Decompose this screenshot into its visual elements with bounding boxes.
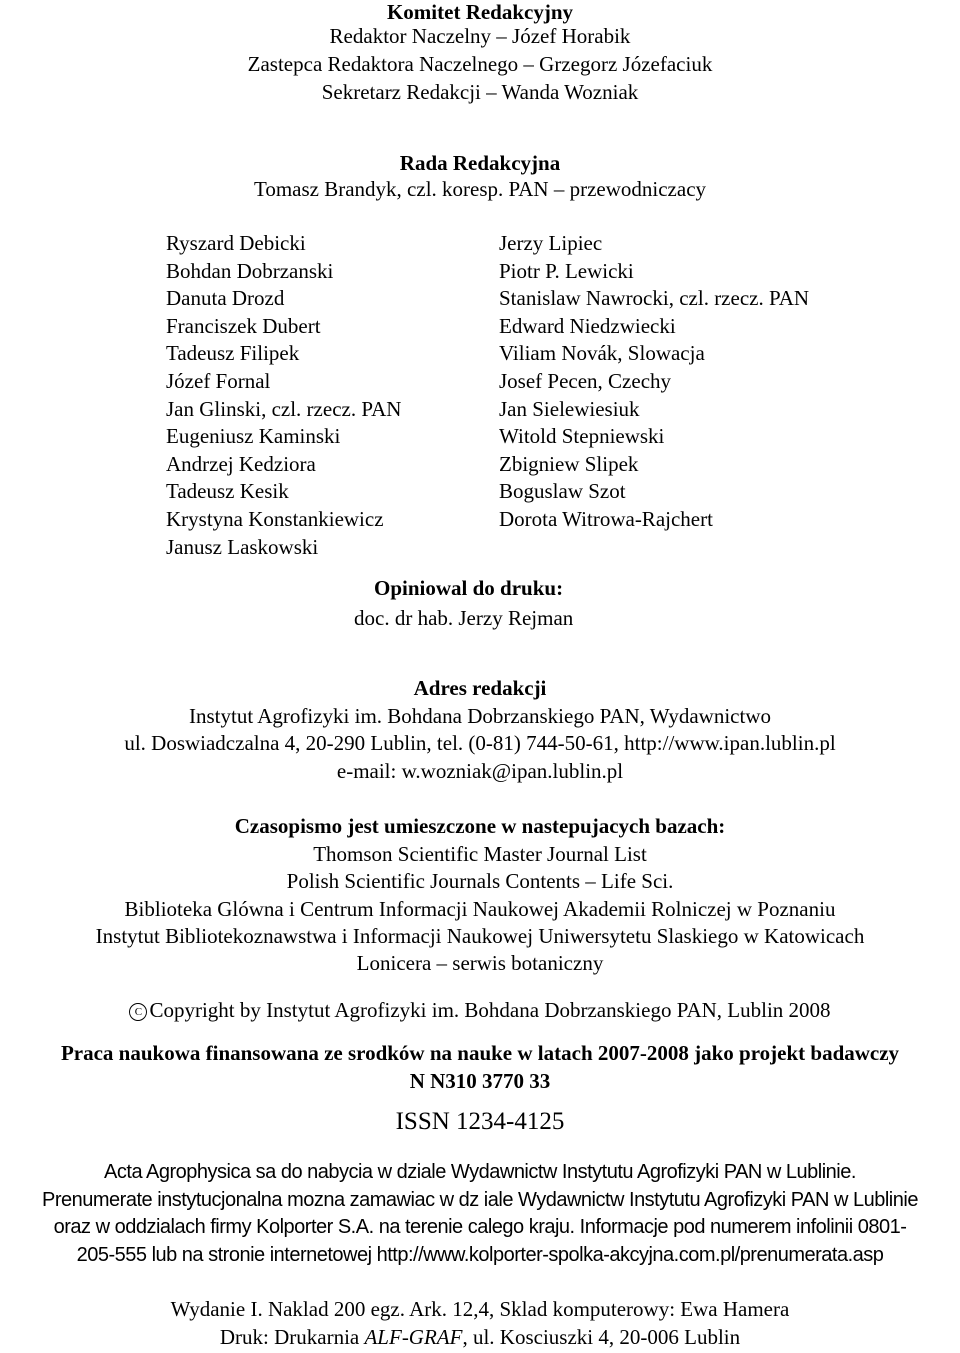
copyright-text: Copyright by Instytut Agrofizyki im. Bohdana Dobrzanskiego PAN, Lublin 2008 [149, 998, 831, 1022]
rada-member: Eugeniusz Kaminski [166, 424, 341, 449]
rada-member: Stanislaw Nawrocki, czl. rzecz. PAN [499, 286, 810, 311]
rada-member: Dorota Witrowa-Rajchert [499, 506, 713, 531]
rada-member: Danuta Drozd [166, 286, 285, 311]
rada-member: Josef Pecen, Czechy [499, 368, 672, 393]
rada-chair: Tomasz Brandyk, czl. koresp. PAN – przewodniczacy [253, 177, 707, 201]
adres-email: e-mail: w.wozniak@ipan.lublin.pl [336, 759, 624, 783]
druk-suffix: , ul. Kosciuszki 4, 20-006 Lublin [462, 1325, 741, 1349]
adres-line: Instytut Agrofizyki im. Bohdana Dobrzanskiego PAN, Wydawnictwo [188, 704, 771, 728]
prenumerata-line: 205-555 lub na stronie internetowej http://www.kolporter-spolka-akcyjna.com.pl/prenumerata.asp [76, 1244, 884, 1266]
copyright-line [0, 998, 960, 1023]
rada-member: Jan Sielewiesiuk [499, 396, 640, 421]
copyright-icon: C [129, 1003, 147, 1021]
rada-member: Tadeusz Filipek [166, 341, 300, 366]
komitet-line: Redaktor Naczelny – Józef Horabik [329, 24, 631, 48]
rada-member: Józef Fornal [166, 368, 271, 393]
rada-member: Edward Niedzwiecki [499, 313, 676, 338]
bazy-heading: Czasopismo jest umieszczone w nastepujacych bazach: [234, 814, 726, 838]
rada-member: Jan Glinski, czl. rzecz. PAN [166, 396, 402, 421]
wydanie-line: Wydanie I. Naklad 200 egz. Ark. 12,4, Sklad komputerowy: Ewa Hamera [170, 1297, 790, 1321]
rada-heading: Rada Redakcyjna [399, 151, 561, 175]
rada-left-column [166, 230, 401, 561]
opiniowal-heading: Opiniowal do druku: [374, 576, 564, 600]
druk-line [0, 1325, 960, 1350]
rada-member: Bohdan Dobrzanski [166, 258, 334, 283]
adres-heading: Adres redakcji [413, 676, 547, 700]
adres-line: ul. Doswiadczalna 4, 20-290 Lublin, tel. (0-81) 744-50-61, http://www.ipan.lublin.pl [124, 731, 836, 755]
rada-member: Viliam Novák, Slowacja [499, 341, 705, 366]
prenumerata-line: Acta Agrophysica sa do nabycia w dziale Wydawnictw Instytutu Agrofizyki PAN w Lublinie. [104, 1161, 856, 1183]
finansowanie-project-number: N N310 3770 33 [409, 1069, 551, 1093]
rada-member: Piotr P. Lewicki [499, 258, 634, 283]
prenumerata-line: oraz w oddzialach firmy Kolporter S.A. na terenie calego kraju. Informacje pod numerem infolinii 0801- [53, 1216, 907, 1238]
rada-right-column [499, 230, 809, 534]
rada-member: Ryszard Debicki [166, 231, 306, 255]
rada-member: Krystyna Konstankiewicz [166, 506, 384, 531]
komitet-heading: Komitet Redakcyjny [386, 0, 574, 24]
finansowanie-line: Praca naukowa finansowana ze srodków na nauke w latach 2007-2008 jako projekt badawczy [60, 1041, 900, 1065]
druk-company: ALF-GRAF [364, 1325, 463, 1349]
rada-member: Zbigniew Slipek [499, 451, 639, 476]
opiniowal-name: doc. dr hab. Jerzy Rejman [354, 606, 574, 630]
komitet-line: Zastepca Redaktora Naczelnego – Grzegorz Józefaciuk [247, 52, 713, 76]
rada-member: Franciszek Dubert [166, 313, 321, 338]
rada-member: Janusz Laskowski [166, 534, 319, 559]
komitet-line: Sekretarz Redakcji – Wanda Wozniak [321, 80, 639, 104]
bazy-line: Thomson Scientific Master Journal List [313, 842, 647, 866]
bazy-line: Instytut Bibliotekoznawstwa i Informacji Naukowej Uniwersytetu Slaskiego w Katowicach [95, 924, 865, 948]
rada-member: Tadeusz Kesik [166, 479, 289, 504]
rada-member: Witold Stepniewski [499, 424, 665, 449]
bazy-line: Polish Scientific Journals Contents – Life Sci. [286, 869, 674, 893]
issn: ISSN 1234-4125 [395, 1108, 565, 1135]
bazy-line: Lonicera – serwis botaniczny [356, 951, 604, 975]
prenumerata-line: Prenumerate instytucjonalna mozna zamawiac w dz iale Wydawnictw Instytutu Agrofizyki PAN w Lublinie [42, 1189, 918, 1211]
rada-member: Andrzej Kedziora [166, 451, 316, 476]
rada-member: Jerzy Lipiec [499, 231, 603, 255]
rada-member: Boguslaw Szot [499, 479, 626, 504]
bazy-line: Biblioteka Glówna i Centrum Informacji Naukowej Akademii Rolniczej w Poznaniu [124, 897, 836, 921]
druk-prefix: Druk: Drukarnia [219, 1325, 365, 1349]
